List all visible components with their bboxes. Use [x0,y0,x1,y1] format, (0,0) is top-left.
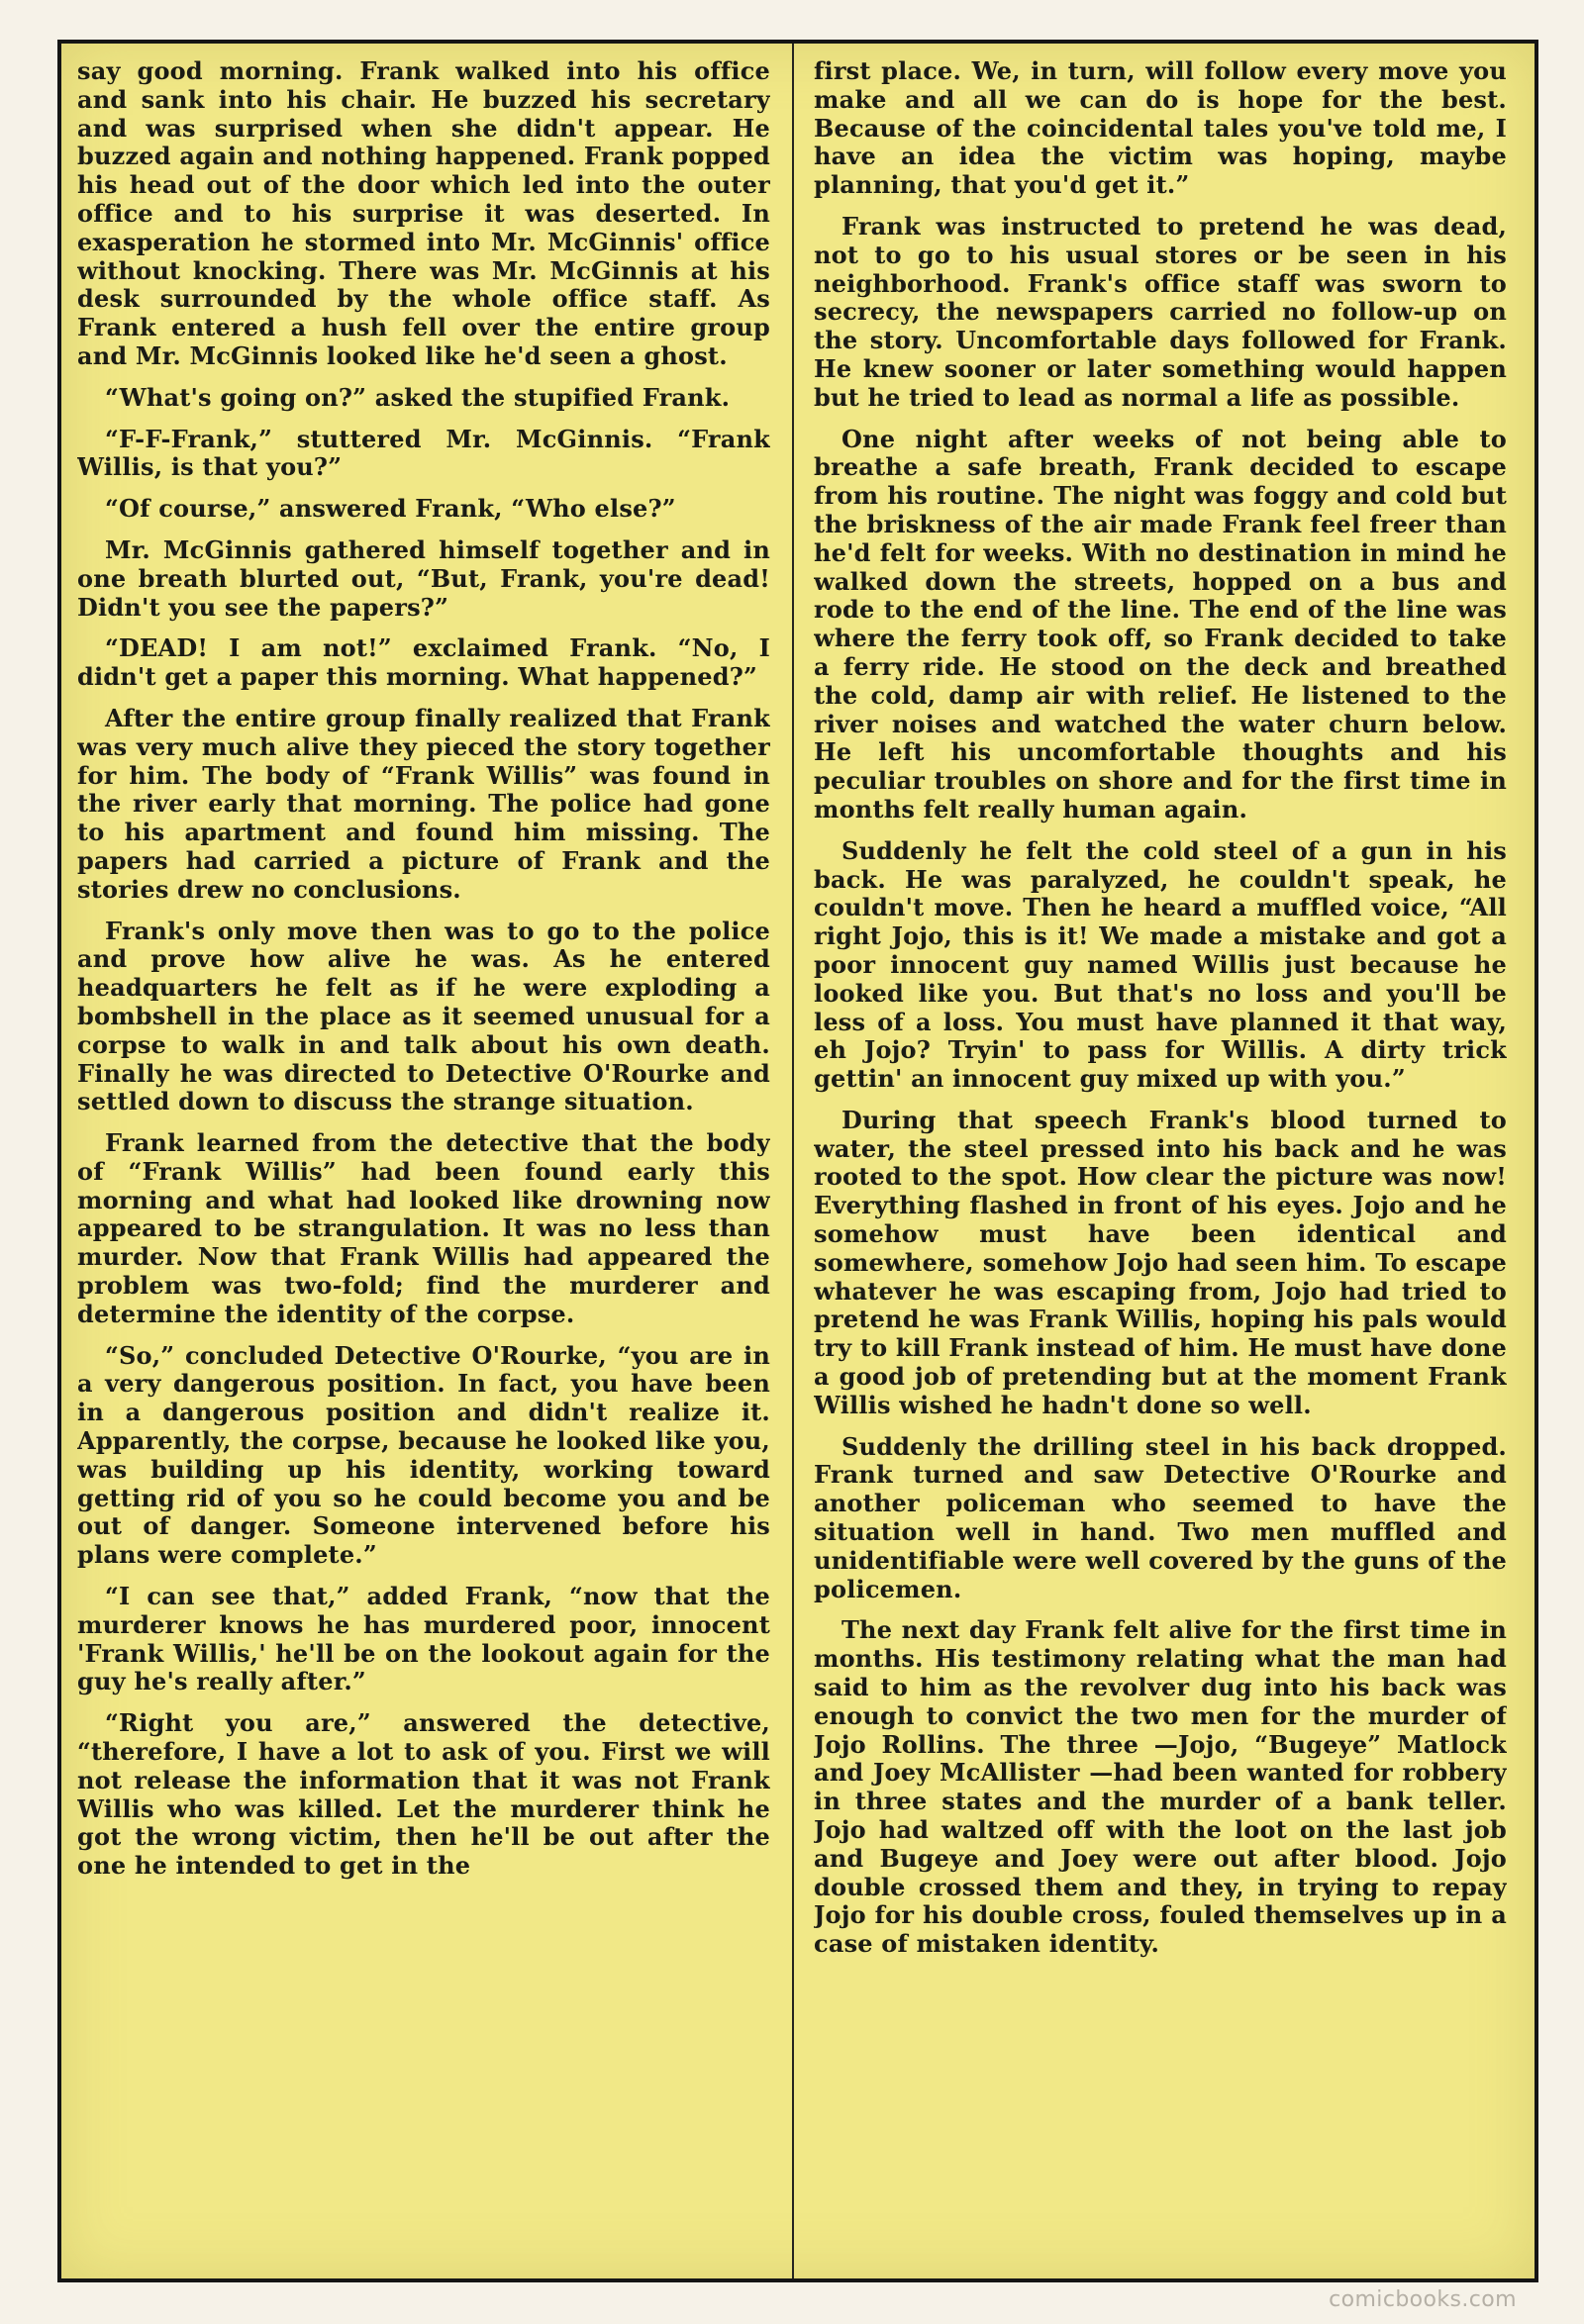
paragraph: After the entire group finally realized that Frank was very much alive they pieced the story together for him. The body of “Frank Willis” was found in the river early that morning. The police had gone to his apartment and found him missing. The papers had carried a picture of Frank and the stories drew no conclusions. [77,703,770,904]
paragraph: Suddenly he felt the cold steel of a gun in his back. He was paralyzed, he couldn't speak, he couldn't move. Then he heard a muffled voice, “All right Jojo, this is it! We made a mistake and got a poor innocent guy named Willis just because he looked like you. But that's no loss and you'll be less of a loss. You must have planned it that way, eh Jojo? Tryin' to pass for Willis. A dirty trick gettin' an innocent guy mixed up with you.” [814,835,1507,1094]
paragraph: “What's going on?” asked the stupified Frank. [105,382,731,412]
text-page-panel [57,40,1538,2282]
paragraph: Suddenly the drilling steel in his back dropped. Frank turned and saw Detective O'Rourke and another policeman who seemed to have the situation well in hand. Two men muffled and unidentifiable were well covered by the guns of the policemen. [814,1431,1507,1603]
paragraph: “F-F-Frank,” stuttered Mr. McGinnis. “Frank Willis, is that you?” [77,424,770,482]
site-watermark: comicbooks.com [1329,2287,1517,2312]
paragraph: Frank was instructed to pretend he was dead, not to go to his usual stores or be seen in his neighborhood. Frank's office staff was sworn to secrecy, the newspapers carried no follow-up on the story. Uncomfortable days followed for Frank. He knew sooner or later something would happen but he tried to lead as normal a life as possible. [814,211,1507,412]
paragraph: first place. We, in turn, will follow every move you make and all we can do is hope for the best. Because of the coincidental tales you've told me, I have an idea the victim was hoping, maybe planning, that you'd get it.” [814,57,1507,200]
paragraph: Frank learned from the detective that the body of “Frank Willis” had been found early this morning and what had looked like drowning now appeared to be strangulation. It was no less than murder. Now that Frank Willis had appeared the problem was two-fold; find the murderer and determine the identity of the corpse. [77,1128,770,1328]
paragraph: say good morning. Frank walked into his office and sank into his chair. He buzzed his secretary and was surprised when she didn't appear. He buzzed again and nothing happened. Frank popped his head out of the door which led into the outer office and to his surprise it was deserted. In exasperation he stormed into Mr. McGinnis' office without knocking. There was Mr. McGinnis at his desk surrounded by the whole office staff. As Frank entered a hush fell over the entire group and Mr. McGinnis looked like he'd seen a ghost. [77,57,770,370]
paragraph: During that speech Frank's blood turned to water, the steel pressed into his back and he was rooted to the spot. How clear the picture was now! Everything flashed in front of his eyes. Jojo and he somehow must have been identical and somewhere, somehow Jojo had seen him. To escape whatever he was escaping from, Jojo had tried to pretend he was Frank Willis, hoping his pals would try to kill Frank instead of him. He must have done a good job of pretending but at the moment Frank Willis wished he hadn't done so well. [814,1105,1507,1419]
paragraph: “Right you are,” answered the detective, “therefore, I have a lot to ask of you. First we will not release the information that it was not Frank Willis who was killed. Let the murderer think he got the wrong victim, then he'll be out after the one he intended to get in the [77,1708,770,1881]
paragraph: “Of course,” answered Frank, “Who else?” [105,494,676,524]
paragraph: Frank's only move then was to go to the police and prove how alive he was. As he entered headquarters he felt as if he were exploding a bombshell in the place as it seemed unusual for a corpse to walk in and talk about his own death. Finally he was directed to Detective O'Rourke and settled down to discuss the strange situation. [77,916,770,1116]
paragraph: One night after weeks of not being able to breathe a safe breath, Frank decided to escape from his routine. The night was foggy and cold but the briskness of the air made Frank feel freer than he'd felt for weeks. With no destination in mind he walked down the streets, hopped on a bus and rode to the end of the line. The end of the line was where the ferry took off, so Frank decided to take a ferry ride. He stood on the deck and breathed the cold, damp air with relief. He listened to the river noises and watched the water churn below. He left his uncomfortable thoughts and his peculiar troubles on shore and for the first time in months felt really human again. [814,424,1507,823]
paragraph: The next day Frank felt alive for the first time in months. His testimony relating what the man had said to him as the revolver dug into his back was enough to convict the two men for the murder of Jojo Rollins. The three —Jojo, “Bugeye” Matlock and Joey McAllister —had been wanted for robbery in three states and the murder of a bank teller. Jojo had waltzed off with the loot on the last job and Bugeye and Joey were out after blood. Jojo double crossed them and they, in trying to repay Jojo for his double cross, fouled themselves up in a case of mistaken identity. [814,1615,1507,1959]
paragraph: “DEAD! I am not!” exclaimed Frank. “No, I didn't get a paper this morning. What happened?” [77,633,770,692]
paragraph: Mr. McGinnis gathered himself together and in one breath blurted out, “But, Frank, you're dead! Didn't you see the papers?” [77,534,770,622]
right-text-column [814,57,1507,2260]
paragraph: “So,” concluded Detective O'Rourke, “you are in a very dangerous position. In fact, you have been in a dangerous position and didn't realize it. Apparently, the corpse, because he looked like you, was building up his identity, working toward getting rid of you so he could become you and be out of danger. Someone intervened before his plans were complete.” [77,1340,770,1570]
paragraph: “I can see that,” added Frank, “now that the murderer knows he has murdered poor, innocent 'Frank Willis,' he'll be on the lookout again for the guy he's really after.” [77,1582,770,1696]
left-text-column [77,57,770,2260]
column-divider [792,44,794,2278]
